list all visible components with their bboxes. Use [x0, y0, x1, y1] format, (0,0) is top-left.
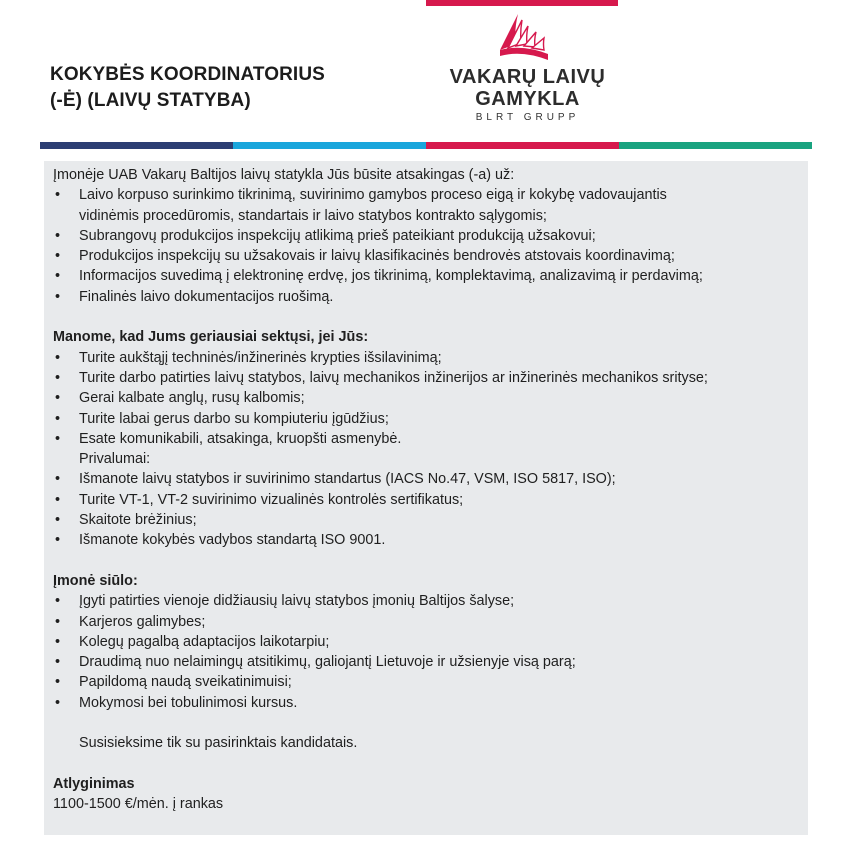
list-item: • Finalinės laivo dokumentacijos ruošimą.	[55, 288, 334, 305]
duties-list	[53, 185, 803, 307]
list-item: • Išmanote laivų statybos ir suvirinimo standartus (IACS No.47, VSM, ISO 5817, ISO);	[55, 471, 616, 488]
list-item: • Išmanote kokybės vadybos standartą ISO 9001.	[55, 532, 386, 549]
job-title	[50, 62, 380, 114]
advantages-label: Privalumai:	[79, 451, 151, 468]
list-item: • Papildomą naudą sveikatinimuisi;	[55, 674, 292, 691]
color-stripe-navy	[40, 142, 233, 149]
color-stripe	[40, 142, 812, 149]
list-item: • Laivo korpuso surinkimo tikrinimą, suvirinimo gamybos proceso eigą ir kokybę vadovaujantis vidinėmis procedūromis, standartais ir laivo statybos kontrakto sąlygomis;	[55, 187, 667, 224]
requirements-list	[53, 348, 803, 449]
advantages-list	[53, 469, 803, 550]
list-item: • Subrangovų produkcijos inspekcijų atlikimą prieš pateikiant produkciją užsakovui;	[55, 227, 596, 244]
list-item: • Skaitote brėžinius;	[55, 512, 197, 529]
list-item: • Kolegų pagalbą adaptacijos laikotarpiu;	[55, 633, 330, 650]
list-item: • Įgyti patirties vienoje didžiausių laivų statybos įmonių Baltijos šalyse;	[55, 593, 515, 610]
list-item: • Informacijos suvedimą į elektroninę erdvę, jos tikrinimą, komplektavimą, analizavimą ir perdavimą;	[55, 268, 703, 285]
logo-subtitle: BLRT GRUPP	[475, 112, 580, 123]
offer-list	[53, 591, 803, 713]
offer-heading: Įmonė siūlo:	[53, 572, 138, 589]
list-item: • Gerai kalbate anglų, rusų kalbomis;	[55, 390, 305, 407]
job-title-line-2: (-Ė) (LAIVŲ STATYBA)	[50, 90, 251, 111]
logo-text-line-2: GAMYKLA	[475, 88, 580, 110]
logo-text-line-1: VAKARŲ LAIVŲ	[449, 66, 606, 88]
job-description	[53, 165, 803, 815]
top-accent-bar	[426, 0, 618, 6]
color-stripe-red	[426, 142, 619, 149]
list-item: • Mokymosi bei tobulinimosi kursus.	[55, 694, 298, 711]
list-item: • Turite aukštąjį techninės/inžinerinės krypties išsilavinimą;	[55, 349, 442, 366]
job-title-line-1: KOKYBĖS KOORDINATORIUS	[50, 64, 325, 85]
contact-note: Susisieksime tik su pasirinktais kandidatais.	[79, 735, 358, 752]
color-stripe-green	[619, 142, 812, 149]
color-stripe-blue	[233, 142, 426, 149]
list-item: • Turite darbo patirties laivų statybos, laivų mechanikos inžinerijos ar inžinerinės mechanikos srityse;	[55, 369, 708, 386]
list-item: • Turite VT-1, VT-2 suvirinimo vizualinės kontrolės sertifikatus;	[55, 491, 464, 508]
list-item: • Draudimą nuo nelaimingų atsitikimų, galiojantį Lietuvoje ir užsienyje visą parą;	[55, 654, 576, 671]
book-sail-logo-icon	[494, 10, 554, 66]
salary-value: 1100-1500 €/mėn. į rankas	[53, 796, 224, 813]
company-logo	[440, 10, 615, 130]
requirements-heading: Manome, kad Jums geriausiai sektųsi, jei Jūs:	[53, 329, 369, 346]
list-item: • Produkcijos inspekcijų su užsakovais ir laivų klasifikacinės bendrovės atstovais koordinavimą;	[55, 248, 675, 265]
list-item: • Karjeros galimybes;	[55, 613, 206, 630]
job-description-panel	[44, 161, 808, 835]
list-item: • Turite labai gerus darbo su kompiuteriu įgūdžius;	[55, 410, 389, 427]
list-item: • Esate komunikabili, atsakinga, kruopšti asmenybė.	[55, 430, 402, 447]
salary-heading: Atlyginimas	[53, 775, 135, 792]
intro-text: Įmonėje UAB Vakarų Baltijos laivų statykla Jūs būsite atsakingas (-a) už:	[53, 167, 515, 183]
